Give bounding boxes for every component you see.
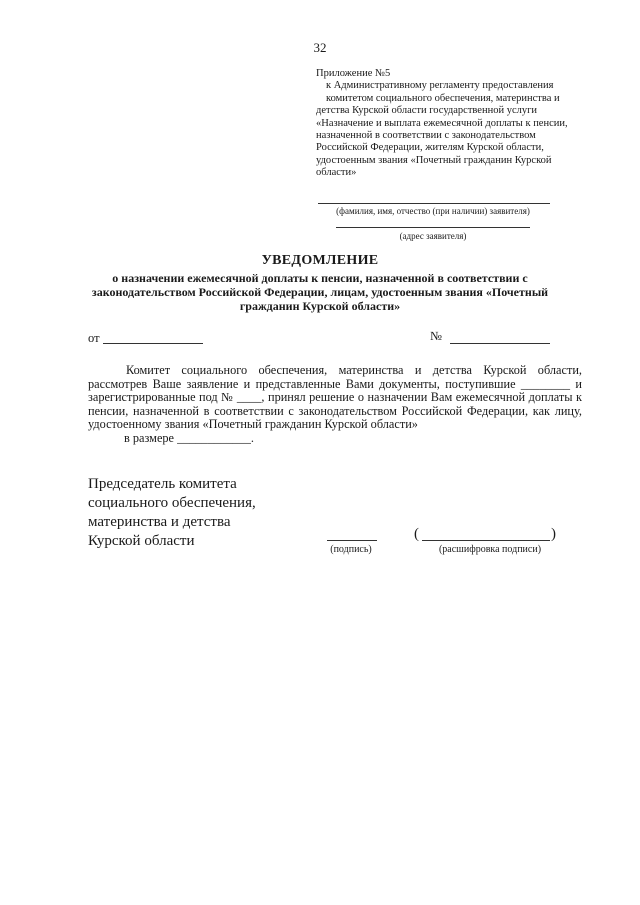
appendix-line: комитетом социального обеспечения, материнства и xyxy=(326,92,560,104)
signature-caption: (подпись) xyxy=(330,544,372,555)
date-label: от xyxy=(88,331,100,345)
applicant-name-field[interactable] xyxy=(318,203,550,204)
number-label: № xyxy=(430,329,442,343)
appendix-title: Приложение №5 xyxy=(316,68,391,79)
body-paragraph: Комитет социального обеспечения, материнства и детства Курской области, рассмотрев Ваше заявление и представленные Вами документы, поступившие ________ и зарегистрированные под № ____, принял решение о назначении Вам ежемесячной доплаты к пенсии, назначенной в соответствии с законодательством Российской Федерации, как лицу, удостоенному звания «Почетный гражданин Курской области» xyxy=(88,363,582,432)
signer-position xyxy=(88,475,256,551)
document-subtitle: о назначении ежемесячной доплаты к пенсии, назначенной в соответствии с законодательством Российской Федерации, лицам, удостоенным звания «Почетный гражданин Курской области» xyxy=(91,271,549,313)
decoding-close-paren: ) xyxy=(551,526,556,542)
appendix-line: удостоенным звания «Почетный гражданин Курской xyxy=(316,154,552,166)
decoding-open-paren: ( xyxy=(414,526,419,542)
appendix-line: Российской Федерации, жителям Курской области, xyxy=(316,142,544,154)
amount-line: в размере ____________. xyxy=(124,430,254,445)
applicant-address-caption: (адрес заявителя) xyxy=(399,231,467,241)
appendix-line: назначенной в соответствии с законодательством xyxy=(316,130,536,142)
signer-line: Курской области xyxy=(88,533,195,549)
document-title: УВЕДОМЛЕНИЕ xyxy=(261,253,379,268)
signature-field[interactable] xyxy=(327,540,377,541)
signature-decoding-caption: (расшифровка подписи) xyxy=(438,544,542,555)
applicant-address-field[interactable] xyxy=(336,227,530,228)
date-field[interactable] xyxy=(103,343,203,344)
applicant-name-caption: (фамилия, имя, отчество (при наличии) заявителя) xyxy=(336,206,530,216)
appendix-line: к Административному регламенту предоставления xyxy=(326,80,554,92)
signer-line: Председатель комитета xyxy=(88,476,237,492)
appendix-line: области» xyxy=(316,167,357,179)
appendix-header xyxy=(316,68,586,180)
notification-body xyxy=(88,364,582,446)
signer-line: социального обеспечения, xyxy=(88,495,256,511)
signer-line: материнства и детства xyxy=(88,514,231,530)
appendix-line: «Назначение и выплата ежемесячной доплаты к пенсии, xyxy=(316,117,568,129)
page-number: 32 xyxy=(313,40,327,55)
number-field[interactable] xyxy=(450,343,550,344)
signature-decoding-field[interactable] xyxy=(422,540,550,541)
appendix-line: детства Курской области государственной услуги xyxy=(316,105,538,117)
